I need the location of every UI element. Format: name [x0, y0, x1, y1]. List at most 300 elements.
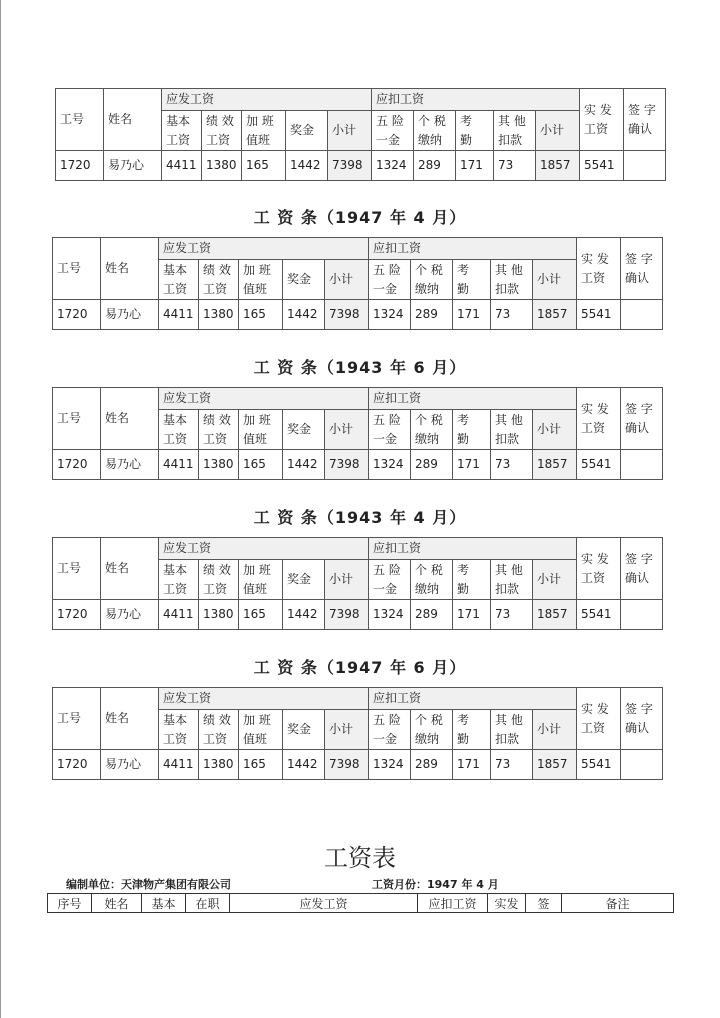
header-tax-text: 缴纳 — [415, 431, 440, 446]
header-net-pay-text: 工资 — [581, 270, 606, 285]
header-id — [53, 238, 101, 300]
header-other-deduction-text: 其 他 — [495, 412, 523, 427]
cell-tax — [411, 300, 453, 330]
cell-net-text: 5541 — [581, 307, 612, 321]
cell-name-text: 易乃心 — [108, 158, 145, 172]
cell-insurance — [369, 300, 411, 330]
header-overtime — [239, 260, 283, 300]
summary-col-name: 姓名 — [92, 894, 142, 913]
cell-other-text: 73 — [495, 307, 511, 321]
header-pay-subtotal — [325, 410, 369, 450]
header-deduct-group-text: 应扣工资 — [373, 691, 422, 705]
header-other-deduction-text: 扣款 — [495, 581, 520, 596]
cell-base — [159, 450, 199, 480]
cell-other — [491, 750, 533, 780]
cell-deduct-subtotal — [533, 750, 577, 780]
header-payable-group-text: 应发工资 — [163, 391, 212, 405]
cell-pay-subtotal — [325, 750, 369, 780]
header-signature — [621, 238, 663, 300]
cell-signature — [621, 300, 663, 330]
header-insurance — [369, 710, 411, 750]
header-other-deduction-text: 扣款 — [498, 132, 523, 147]
header-pay-subtotal-text: 小计 — [329, 272, 354, 286]
cell-performance — [199, 450, 239, 480]
cell-performance-text: 1380 — [203, 457, 234, 471]
header-deduct-subtotal-text: 小计 — [537, 722, 562, 736]
cell-pay-subtotal — [328, 151, 372, 181]
header-base-salary — [162, 111, 202, 151]
cell-insurance — [369, 750, 411, 780]
header-overtime — [242, 111, 286, 151]
header-overtime-text: 值班 — [246, 132, 271, 147]
summary-title: 工资表 — [324, 844, 396, 872]
header-deduct-subtotal — [533, 410, 577, 450]
summary-col-net: 实发 — [488, 894, 526, 913]
header-tax-text: 个 税 — [415, 262, 443, 277]
cell-id-text: 1720 — [57, 757, 88, 771]
header-other-deduction-text: 其 他 — [495, 562, 523, 577]
cell-name-text: 易乃心 — [105, 607, 142, 621]
header-signature-text: 确认 — [625, 570, 650, 585]
header-insurance-text: 五 险 — [373, 412, 401, 427]
cell-pay-subtotal-text: 7398 — [332, 158, 363, 172]
header-overtime-text: 加 班 — [243, 562, 271, 577]
cell-name-text: 易乃心 — [105, 457, 142, 471]
header-pay-subtotal-text: 小计 — [329, 572, 354, 586]
header-other-deduction-text: 扣款 — [495, 281, 520, 296]
cell-bonus-text: 1442 — [287, 457, 318, 471]
header-net-pay — [577, 388, 621, 450]
cell-tax-text: 289 — [415, 607, 438, 621]
summary-col-base: 基本 — [142, 894, 186, 913]
header-payable-group-text: 应发工资 — [166, 92, 215, 106]
header-net-pay-text: 工资 — [581, 720, 606, 735]
header-signature-text: 签 字 — [625, 251, 653, 266]
header-id-text: 工号 — [57, 411, 82, 425]
cell-performance — [202, 151, 242, 181]
header-payable-group-text: 应发工资 — [163, 691, 212, 705]
header-other-deduction — [491, 560, 533, 600]
cell-signature — [621, 600, 663, 630]
header-insurance — [369, 260, 411, 300]
header-net-pay — [577, 238, 621, 300]
header-base-salary-text: 工资 — [163, 431, 188, 446]
summary-col-payable: 应发工资 — [230, 894, 418, 913]
header-name — [104, 89, 162, 151]
cell-performance-text: 1380 — [203, 307, 234, 321]
header-name — [101, 388, 159, 450]
header-pay-subtotal — [325, 260, 369, 300]
header-tax-text: 个 税 — [418, 113, 446, 128]
cell-performance — [199, 600, 239, 630]
cell-tax — [411, 600, 453, 630]
cell-overtime — [239, 600, 283, 630]
cell-name — [101, 450, 159, 480]
cell-id — [53, 450, 101, 480]
header-bonus — [283, 710, 325, 750]
header-signature-text: 确认 — [628, 121, 653, 136]
header-net-pay — [580, 89, 624, 151]
header-net-pay — [577, 688, 621, 750]
cell-signature — [624, 151, 666, 181]
header-signature-text: 签 字 — [625, 701, 653, 716]
header-insurance — [372, 111, 414, 151]
header-insurance — [369, 410, 411, 450]
header-tax-text: 缴纳 — [418, 132, 443, 147]
header-tax — [411, 710, 453, 750]
cell-insurance — [369, 450, 411, 480]
payslip-table — [55, 88, 666, 181]
header-overtime-text: 加 班 — [243, 262, 271, 277]
cell-other — [491, 450, 533, 480]
cell-base-text: 4411 — [163, 457, 194, 471]
header-attendance-text: 勤 — [460, 132, 473, 147]
cell-pay-subtotal-text: 7398 — [329, 607, 360, 621]
cell-base-text: 4411 — [163, 607, 194, 621]
header-id-text: 工号 — [57, 261, 82, 275]
slip-title: 工 资 条（1943 年 6 月） — [253, 358, 467, 377]
header-attendance — [453, 560, 491, 600]
cell-insurance — [372, 151, 414, 181]
header-bonus-text: 奖金 — [287, 422, 312, 436]
cell-tax-text: 289 — [418, 158, 441, 172]
header-performance-text: 绩 效 — [203, 412, 231, 427]
header-base-salary-text: 工资 — [166, 132, 191, 147]
header-performance-text: 绩 效 — [203, 262, 231, 277]
cell-net — [577, 300, 621, 330]
cell-bonus — [283, 450, 325, 480]
header-signature — [624, 89, 666, 151]
cell-overtime — [242, 151, 286, 181]
slip-title: 工 资 条（1943 年 4 月） — [253, 508, 467, 527]
header-performance-text: 工资 — [206, 132, 231, 147]
header-net-pay-text: 实 发 — [581, 401, 609, 416]
header-name — [101, 538, 159, 600]
header-other-deduction-text: 扣款 — [495, 731, 520, 746]
cell-pay-subtotal-text: 7398 — [329, 307, 360, 321]
header-deduct-group — [369, 388, 577, 410]
header-deduct-subtotal — [533, 560, 577, 600]
cell-overtime — [239, 750, 283, 780]
header-insurance-text: 一金 — [373, 431, 398, 446]
header-attendance-text: 勤 — [457, 431, 470, 446]
cell-signature — [621, 750, 663, 780]
header-name-text: 姓名 — [105, 561, 130, 575]
header-attendance-text: 考 — [457, 262, 470, 277]
cell-attendance — [453, 450, 491, 480]
header-pay-subtotal — [325, 710, 369, 750]
cell-id — [53, 750, 101, 780]
header-net-pay-text: 工资 — [584, 121, 609, 136]
header-name-text: 姓名 — [105, 411, 130, 425]
cell-net — [577, 450, 621, 480]
cell-tax-text: 289 — [415, 757, 438, 771]
header-overtime — [239, 710, 283, 750]
cell-name — [101, 300, 159, 330]
cell-tax-text: 289 — [415, 307, 438, 321]
cell-bonus — [283, 600, 325, 630]
header-other-deduction-text: 其 他 — [495, 262, 523, 277]
header-deduct-subtotal — [533, 260, 577, 300]
cell-deduct-subtotal-text: 1857 — [537, 757, 568, 771]
header-signature — [621, 538, 663, 600]
header-signature-text: 确认 — [625, 270, 650, 285]
cell-tax-text: 289 — [415, 457, 438, 471]
header-deduct-group-text: 应扣工资 — [373, 391, 422, 405]
header-deduct-subtotal-text: 小计 — [537, 422, 562, 436]
header-payable-group — [162, 89, 372, 111]
cell-bonus-text: 1442 — [287, 307, 318, 321]
cell-overtime-text: 165 — [243, 307, 266, 321]
cell-net — [577, 750, 621, 780]
header-base-salary — [159, 260, 199, 300]
cell-base-text: 4411 — [163, 757, 194, 771]
cell-deduct-subtotal-text: 1857 — [537, 607, 568, 621]
header-attendance — [453, 710, 491, 750]
header-name — [101, 688, 159, 750]
cell-name-text: 易乃心 — [105, 307, 142, 321]
header-deduct-subtotal — [536, 111, 580, 151]
header-base-salary-text: 基本 — [163, 262, 188, 277]
cell-insurance-text: 1324 — [373, 607, 404, 621]
header-attendance-text: 考 — [457, 412, 470, 427]
cell-overtime-text: 165 — [243, 457, 266, 471]
header-tax-text: 个 税 — [415, 412, 443, 427]
header-attendance-text: 勤 — [457, 581, 470, 596]
header-tax — [411, 560, 453, 600]
cell-overtime-text: 165 — [246, 158, 269, 172]
cell-performance-text: 1380 — [206, 158, 237, 172]
header-id-text: 工号 — [60, 112, 85, 126]
header-id — [53, 688, 101, 750]
header-insurance-text: 五 险 — [373, 562, 401, 577]
cell-other — [494, 151, 536, 181]
header-net-pay-text: 工资 — [581, 420, 606, 435]
cell-net-text: 5541 — [581, 457, 612, 471]
cell-net — [577, 600, 621, 630]
summary-col-deduct: 应扣工资 — [418, 894, 488, 913]
cell-attendance — [453, 300, 491, 330]
header-net-pay-text: 实 发 — [581, 701, 609, 716]
header-other-deduction — [491, 410, 533, 450]
header-base-salary-text: 工资 — [163, 731, 188, 746]
cell-bonus — [283, 750, 325, 780]
header-pay-subtotal-text: 小计 — [332, 123, 357, 137]
summary-table — [47, 893, 674, 913]
header-id — [53, 388, 101, 450]
cell-deduct-subtotal — [533, 300, 577, 330]
compiling-unit: 编制单位：天津物产集团有限公司 — [66, 878, 231, 891]
header-performance-text: 工资 — [203, 731, 228, 746]
header-bonus-text: 奖金 — [287, 722, 312, 736]
header-deduct-group-text: 应扣工资 — [376, 92, 425, 106]
header-attendance-text: 考 — [460, 113, 473, 128]
summary-col-index: 序号 — [48, 894, 92, 913]
cell-pay-subtotal-text: 7398 — [329, 457, 360, 471]
cell-other — [491, 300, 533, 330]
header-name-text: 姓名 — [105, 261, 130, 275]
header-other-deduction-text: 扣款 — [495, 431, 520, 446]
cell-insurance-text: 1324 — [376, 158, 407, 172]
cell-deduct-subtotal — [536, 151, 580, 181]
header-base-salary-text: 基本 — [163, 712, 188, 727]
header-bonus-text: 奖金 — [287, 272, 312, 286]
cell-attendance-text: 171 — [457, 607, 480, 621]
header-overtime — [239, 560, 283, 600]
header-base-salary-text: 工资 — [163, 281, 188, 296]
cell-id-text: 1720 — [57, 307, 88, 321]
cell-attendance — [456, 151, 494, 181]
cell-signature — [621, 450, 663, 480]
header-tax-text: 缴纳 — [415, 581, 440, 596]
cell-pay-subtotal — [325, 300, 369, 330]
header-tax — [414, 111, 456, 151]
header-insurance-text: 一金 — [373, 581, 398, 596]
cell-name — [101, 750, 159, 780]
header-base-salary-text: 基本 — [166, 113, 191, 128]
header-overtime-text: 值班 — [243, 431, 268, 446]
header-bonus — [283, 260, 325, 300]
header-other-deduction-text: 其 他 — [495, 712, 523, 727]
header-insurance — [369, 560, 411, 600]
header-bonus — [283, 560, 325, 600]
cell-deduct-subtotal-text: 1857 — [537, 457, 568, 471]
cell-name — [104, 151, 162, 181]
cell-name — [101, 600, 159, 630]
slip-title: 工 资 条（1947 年 6 月） — [253, 658, 467, 677]
header-deduct-subtotal-text: 小计 — [540, 123, 565, 137]
header-base-salary — [159, 710, 199, 750]
header-deduct-group — [369, 238, 577, 260]
header-performance — [199, 560, 239, 600]
header-pay-subtotal-text: 小计 — [329, 422, 354, 436]
header-overtime-text: 加 班 — [243, 712, 271, 727]
cell-base — [162, 151, 202, 181]
header-attendance — [453, 260, 491, 300]
cell-insurance — [369, 600, 411, 630]
header-performance-text: 绩 效 — [203, 562, 231, 577]
cell-insurance-text: 1324 — [373, 757, 404, 771]
header-bonus-text: 奖金 — [287, 572, 312, 586]
header-id-text: 工号 — [57, 561, 82, 575]
header-signature — [621, 388, 663, 450]
cell-id — [56, 151, 104, 181]
header-overtime-text: 加 班 — [246, 113, 274, 128]
header-insurance-text: 一金 — [373, 731, 398, 746]
header-net-pay-text: 实 发 — [581, 251, 609, 266]
header-id — [56, 89, 104, 151]
header-performance-text: 工资 — [203, 281, 228, 296]
header-tax — [411, 410, 453, 450]
header-name-text: 姓名 — [108, 112, 133, 126]
header-performance — [199, 710, 239, 750]
header-signature-text: 签 字 — [625, 551, 653, 566]
header-performance — [199, 410, 239, 450]
cell-other — [491, 600, 533, 630]
header-deduct-group-text: 应扣工资 — [373, 541, 422, 555]
cell-performance — [199, 750, 239, 780]
header-overtime-text: 值班 — [243, 581, 268, 596]
header-pay-subtotal-text: 小计 — [329, 722, 354, 736]
payslip-table — [52, 237, 663, 330]
header-tax-text: 缴纳 — [415, 281, 440, 296]
cell-overtime-text: 165 — [243, 757, 266, 771]
cell-attendance-text: 171 — [460, 158, 483, 172]
header-deduct-group — [369, 538, 577, 560]
cell-net — [580, 151, 624, 181]
cell-name-text: 易乃心 — [105, 757, 142, 771]
header-tax-text: 个 税 — [415, 562, 443, 577]
header-payable-group-text: 应发工资 — [163, 241, 212, 255]
header-overtime — [239, 410, 283, 450]
cell-overtime — [239, 450, 283, 480]
header-signature-text: 签 字 — [625, 401, 653, 416]
cell-id — [53, 600, 101, 630]
header-deduct-group — [372, 89, 580, 111]
cell-base-text: 4411 — [163, 307, 194, 321]
cell-tax — [411, 750, 453, 780]
header-insurance-text: 五 险 — [373, 262, 401, 277]
cell-base-text: 4411 — [166, 158, 197, 172]
header-other-deduction-text: 其 他 — [498, 113, 526, 128]
cell-performance — [199, 300, 239, 330]
header-attendance-text: 考 — [457, 712, 470, 727]
header-attendance — [456, 111, 494, 151]
cell-pay-subtotal — [325, 450, 369, 480]
header-performance-text: 工资 — [203, 431, 228, 446]
header-attendance-text: 勤 — [457, 731, 470, 746]
header-deduct-subtotal-text: 小计 — [537, 572, 562, 586]
cell-overtime — [239, 300, 283, 330]
header-overtime-text: 加 班 — [243, 412, 271, 427]
header-attendance — [453, 410, 491, 450]
header-insurance-text: 一金 — [376, 132, 401, 147]
cell-pay-subtotal — [325, 600, 369, 630]
header-base-salary-text: 工资 — [163, 581, 188, 596]
header-net-pay-text: 实 发 — [581, 551, 609, 566]
cell-tax — [411, 450, 453, 480]
header-overtime-text: 值班 — [243, 731, 268, 746]
cell-base — [159, 750, 199, 780]
header-net-pay-text: 工资 — [581, 570, 606, 585]
header-base-salary — [159, 560, 199, 600]
header-base-salary-text: 基本 — [163, 562, 188, 577]
summary-col-onduty: 在职 — [186, 894, 230, 913]
header-performance-text: 绩 效 — [206, 113, 234, 128]
header-tax-text: 缴纳 — [415, 731, 440, 746]
cell-bonus — [286, 151, 328, 181]
cell-net-text: 5541 — [584, 158, 615, 172]
header-bonus — [283, 410, 325, 450]
cell-other-text: 73 — [498, 158, 514, 172]
header-payable-group-text: 应发工资 — [163, 541, 212, 555]
header-attendance-text: 勤 — [457, 281, 470, 296]
header-name — [101, 238, 159, 300]
cell-attendance — [453, 600, 491, 630]
header-bonus-text: 奖金 — [290, 123, 315, 137]
header-signature — [621, 688, 663, 750]
payslip-table — [52, 687, 663, 780]
header-base-salary — [159, 410, 199, 450]
cell-insurance-text: 1324 — [373, 307, 404, 321]
cell-bonus — [283, 300, 325, 330]
cell-attendance — [453, 750, 491, 780]
cell-performance-text: 1380 — [203, 607, 234, 621]
cell-performance-text: 1380 — [203, 757, 234, 771]
header-pay-subtotal — [328, 111, 372, 151]
cell-tax — [414, 151, 456, 181]
header-other-deduction — [491, 260, 533, 300]
